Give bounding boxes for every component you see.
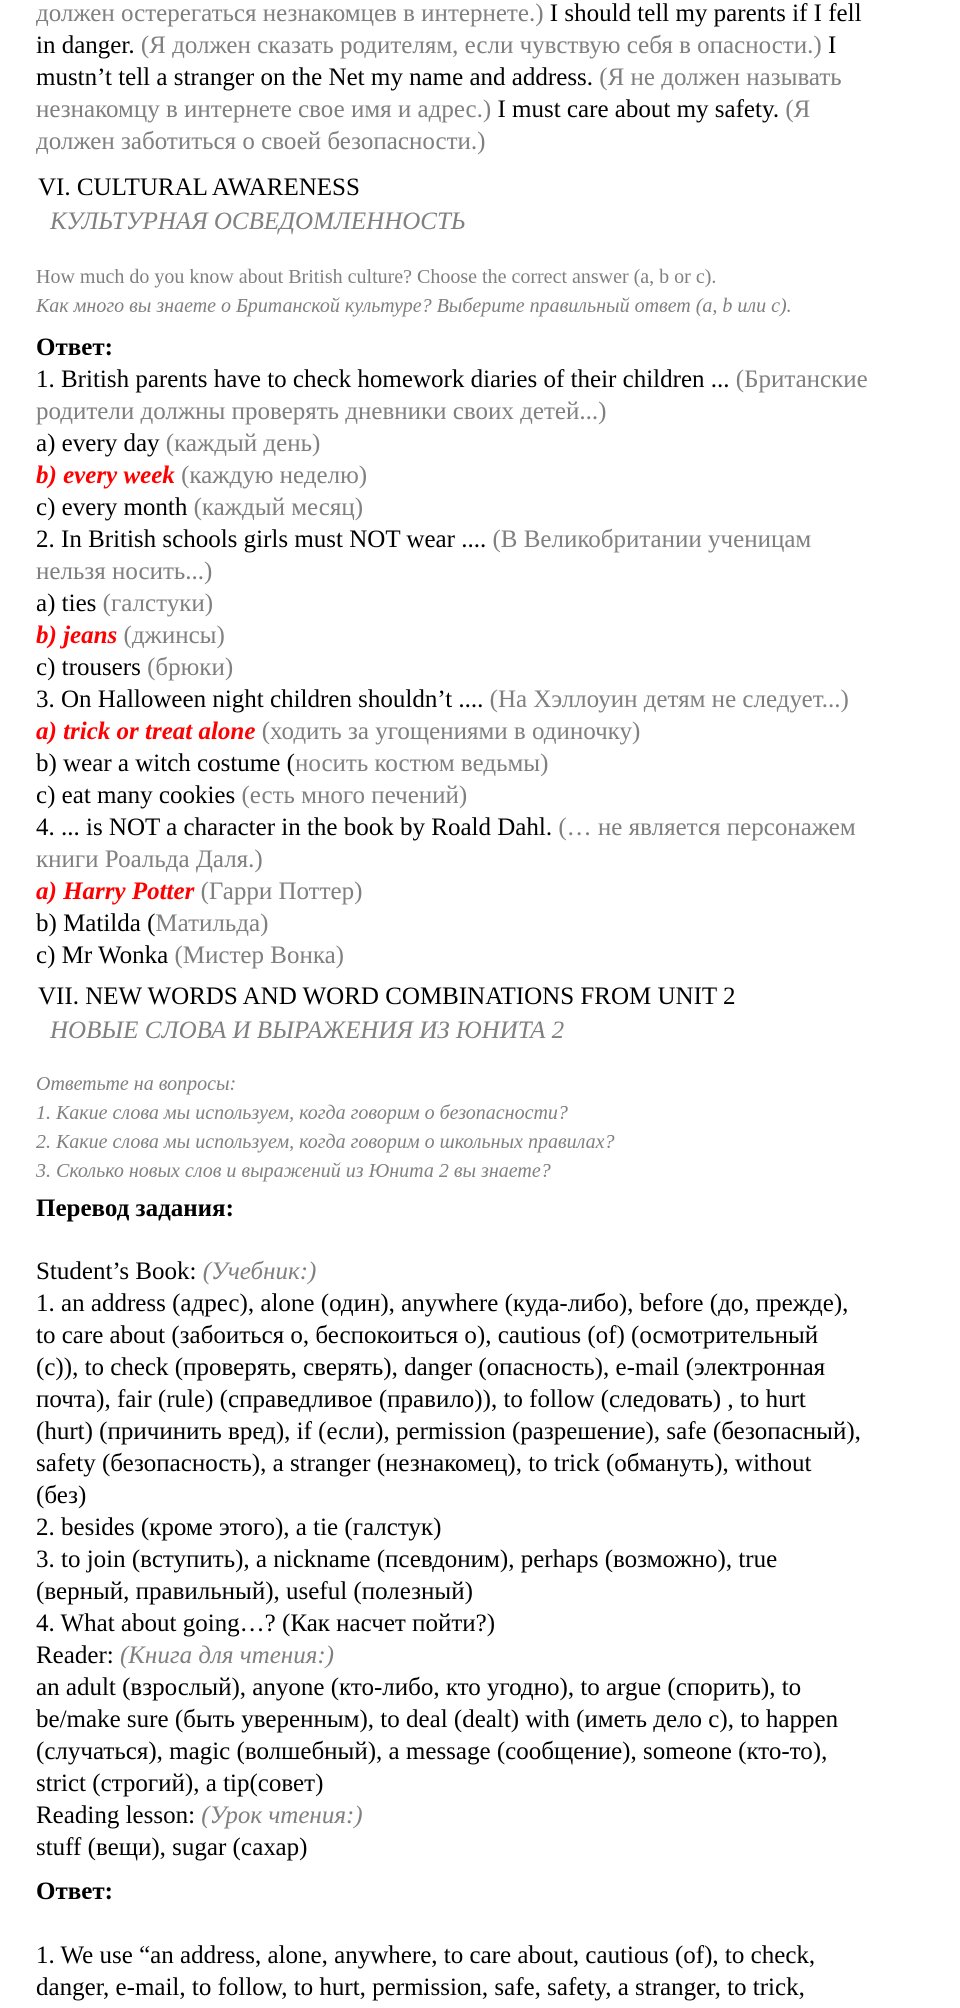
q2-option-b-correct: b) jeans (джинсы) [36,622,225,649]
word-list-3-line-1: 3. to join (вступить), a nickname (псевдоним), perhaps (возможно), true [36,1546,778,1573]
question-1-cont: родители должны проверять дневники своих детей...) [36,398,607,425]
reader-line-4: strict (строгий), a tip(совет) [36,1770,324,1797]
q1-option-a: a) every day (каждый день) [36,430,321,457]
answer-label-2: Ответ: [36,1878,113,1905]
q1-option-c: c) every month (каждый месяц) [36,494,364,521]
word-list-1-line-2: to care about (забоиться о, беспокоиться о), cautious (of) (осмотрительный [36,1322,819,1349]
q2-option-c: c) trousers (брюки) [36,654,234,681]
question-1: 1. British parents have to check homework diaries of their children ... (Британские [36,366,868,393]
word-lists [36,1256,956,1864]
q4-option-b: b) Matilda (Матильда) [36,910,269,937]
question-3: 3. On Halloween night children shouldn’t .... (На Хэллоуин детям не следует...) [36,686,849,713]
section-7-answer-text [36,1940,956,2004]
intro-paragraph [36,0,956,158]
word-list-2-line-1: 2. besides (кроме этого), a tie (галстук) [36,1514,442,1541]
q2-option-a: a) ties (галстуки) [36,590,214,617]
intro-line-5: должен заботиться о своей безопасности.) [36,128,486,155]
intro-line-3: mustn’t tell a stranger on the Net my name and address. (Я не должен называть [36,64,842,91]
intro-line-1: должен остерегаться незнакомцев в интернете.) I should tell my parents if I fell [36,0,862,27]
section-6-header [38,171,958,239]
question-2: 2. In British schools girls must NOT wear .... (В Великобритании ученицам [36,526,812,553]
answer-line-1: 1. We use “an address, alone, anywhere, to care about, cautious (of), to check, [36,1942,816,1969]
note-question-2: 2. Какие слова мы используем, когда говорим о школьных правилах? [36,1131,615,1153]
reader-line-2: be/make sure (быть уверенным), to deal (dealt) with (иметь дело с), to happen [36,1706,839,1733]
intro-line-4: незнакомцу в интернете свое имя и адрес.) I must care about my safety. (Я [36,96,811,123]
reader-line-3: (случаться), magic (волшебный), a message (сообщение), someone (кто-то), [36,1738,828,1765]
reading-lesson-heading: Reading lesson: (Урок чтения:) [36,1802,363,1829]
section-6-title: VI. CULTURAL AWARENESS [38,174,360,201]
question-4: 4. ... is NOT a character in the book by Roald Dahl. (… не является персонажем [36,814,856,841]
section-7-title: VII. NEW WORDS AND WORD COMBINATIONS FROM UNIT 2 [38,983,736,1010]
section-7-answer [36,1876,956,1908]
translation-label: Перевод задания: [36,1195,234,1222]
reading-lesson-line-1: stuff (вещи), sugar (сахар) [36,1834,308,1861]
section-7-questions [36,1070,956,1186]
note-question-1: 1. Какие слова мы используем, когда говорим о безопасности? [36,1102,568,1124]
students-book-heading: Student’s Book: (Учебник:) [36,1258,317,1285]
reader-heading: Reader: (Книга для чтения:) [36,1642,334,1669]
task-english: How much do you know about British culture? Choose the correct answer (a, b or c). [36,266,717,288]
word-list-1-line-6: safety (безопасность), a stranger (незнакомец), to trick (обмануть), without [36,1450,812,1477]
question-4-cont: книги Роальда Даля.) [36,846,263,873]
word-list-1-line-1: 1. an address (адрес), alone (один), anywhere (куда-либо), before (до, прежде), [36,1290,849,1317]
word-list-1-line-3: (с)), to check (проверять, сверять), danger (опасность), e-mail (электронная [36,1354,826,1381]
section-7-subtitle: НОВЫЕ СЛОВА И ВЫРАЖЕНИЯ ИЗ ЮНИТА 2 [50,1017,565,1044]
word-list-4-line-1: 4. What about going…? (Как насчет пойти?) [36,1610,496,1637]
section-6-subtitle: КУЛЬТУРНАЯ ОСВЕДОМЛЕННОСТЬ [50,208,466,235]
question-2-cont: нельзя носить...) [36,558,213,585]
q3-option-c: c) eat many cookies (есть много печений) [36,782,468,809]
note-question-3: 3. Сколько новых слов и выражений из Юнита 2 вы знаете? [36,1160,551,1182]
task-russian: Как много вы знаете о Британской культуре? Выберите правильный ответ (a, b или c). [36,295,792,317]
answer-label: Ответ: [36,334,113,361]
answer-line-2: danger, e-mail, to follow, to hurt, permission, safe, safety, a stranger, to trick, [36,1974,805,2001]
word-list-1-line-4: почта), fair (rule) (справедливое (правило)), to follow (следовать) , to hurt [36,1386,806,1413]
section-7-header [38,980,958,1048]
q3-option-a-correct: a) trick or treat alone (ходить за угощениями в одиночку) [36,718,641,745]
translation-heading [36,1193,956,1225]
section-6-task [36,263,956,321]
reader-line-1: an adult (взрослый), anyone (кто-либо, кто угодно), to argue (спорить), to [36,1674,802,1701]
note-intro: Ответьте на вопросы: [36,1073,237,1095]
word-list-3-line-2: (верный, правильный), useful (полезный) [36,1578,473,1605]
word-list-1-line-7: (без) [36,1482,87,1509]
q4-option-c: c) Mr Wonka (Мистер Вонка) [36,942,345,969]
q1-option-b-correct: b) every week (каждую неделю) [36,462,368,489]
q4-option-a-correct: a) Harry Potter (Гарри Поттер) [36,878,363,905]
q3-option-b: b) wear a witch costume (носить костюм ведьмы) [36,750,549,777]
intro-line-2: in danger. (Я должен сказать родителям, если чувствую себя в опасности.) I [36,32,837,59]
word-list-1-line-5: (hurt) (причинить вред), if (если), permission (разрешение), safe (безопасный), [36,1418,861,1445]
section-6-answers [36,332,956,972]
